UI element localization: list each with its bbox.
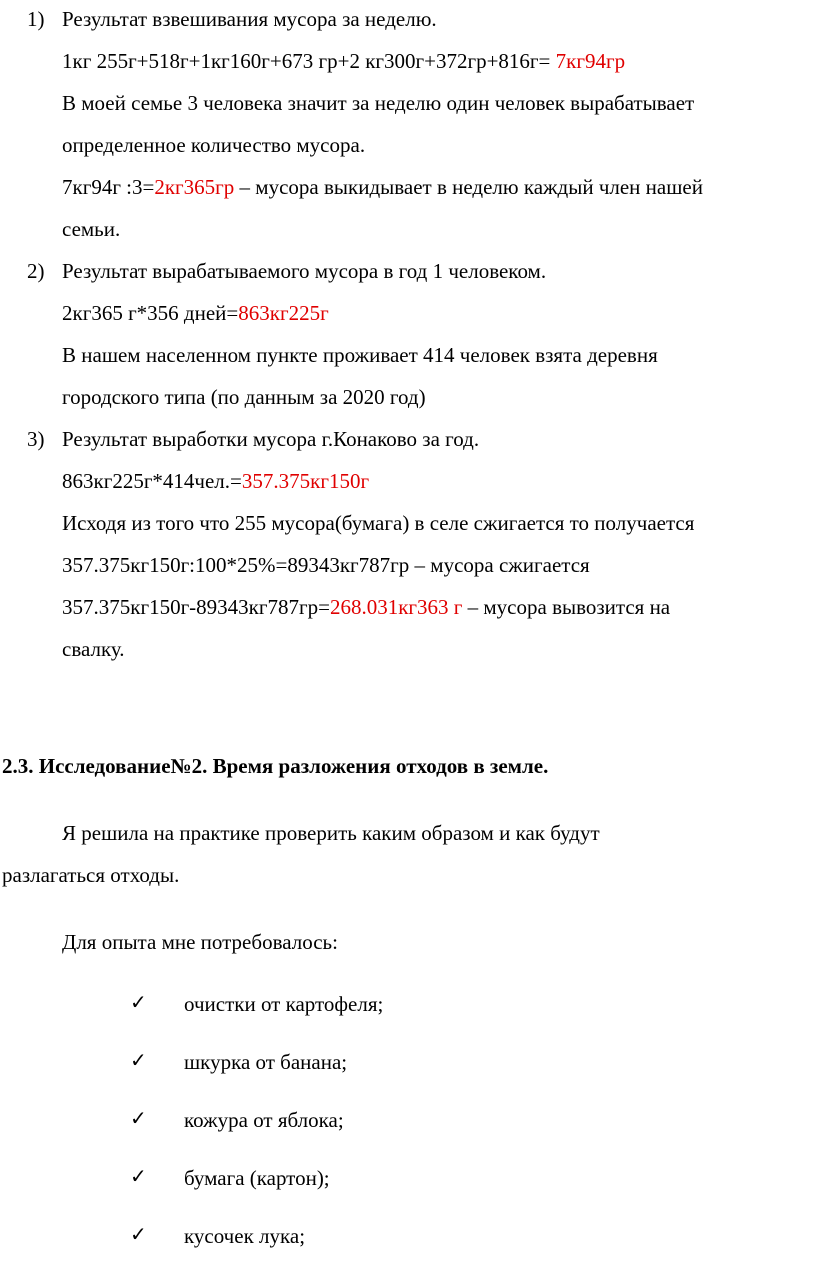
section-para1-line2: разлагаться отходы.	[2, 863, 180, 887]
checklist-item: бумага (картон);	[184, 1166, 330, 1190]
item1-calc1	[62, 48, 625, 74]
checklist-item: очистки от картофеля;	[184, 992, 384, 1016]
checklist-item: кусочек лука;	[184, 1224, 306, 1248]
item2-text2: городского типа (по данным за 2020 год)	[62, 385, 426, 409]
checkmark-icon: ✓	[130, 1164, 147, 1188]
item2-calc-expr: 2кг365 г*356 дней=	[62, 301, 239, 325]
item1-calc2	[62, 174, 703, 200]
checkmark-icon: ✓	[130, 990, 147, 1014]
item3-title: Результат выработки мусора г.Конаково за год.	[62, 427, 480, 451]
list-number-2: 2)	[27, 259, 45, 283]
item3-text2: 357.375кг150г:100*25%=89343кг787гр – мусора сжигается	[62, 553, 590, 577]
item3-calc	[62, 468, 369, 494]
item1-calc1-result: 7кг94гр	[555, 49, 626, 73]
section-para1-line1: Я решила на практике проверить каким образом и как будут	[62, 821, 600, 845]
item1-calc2-expr: 7кг94г :3=	[62, 175, 155, 199]
section-para2: Для опыта мне потребовалось:	[62, 930, 338, 954]
list-number-1: 1)	[27, 7, 45, 31]
item1-calc2-result: 2кг365гр	[154, 175, 235, 199]
item2-title: Результат вырабатываемого мусора в год 1 человеком.	[62, 259, 547, 283]
item3-calc3-result: 268.031кг363 г	[329, 595, 463, 619]
item3-calc-expr: 863кг225г*414чел.=	[62, 469, 242, 493]
checklist-item: шкурка от банана;	[184, 1050, 348, 1074]
checkmark-icon: ✓	[130, 1048, 147, 1072]
section-heading: 2.3. Исследование№2. Время разложения отходов в земле.	[2, 754, 549, 778]
item3-calc3	[62, 594, 670, 620]
item1-calc1-expr: 1кг 255г+518г+1кг160г+673 гр+2 кг300г+372гр+816г=	[62, 49, 556, 73]
item1-title: Результат взвешивания мусора за неделю.	[62, 7, 437, 31]
item2-calc-result: 863кг225г	[238, 301, 329, 325]
checklist-item: кожура от яблока;	[184, 1108, 344, 1132]
item1-calc2-cont: семьи.	[62, 217, 121, 241]
item1-text2: определенное количество мусора.	[62, 133, 366, 157]
list-number-3: 3)	[27, 427, 45, 451]
checkmark-icon: ✓	[130, 1222, 147, 1246]
item2-text1: В нашем населенном пункте проживает 414 человек взята деревня	[62, 343, 658, 367]
item1-text1: В моей семье 3 человека значит за неделю один человек вырабатывает	[62, 91, 695, 115]
item3-calc3-cont: свалку.	[62, 637, 125, 661]
item2-calc	[62, 300, 329, 326]
item3-calc-result: 357.375кг150г	[241, 469, 370, 493]
item3-calc3-expr: 357.375кг150г-89343кг787гр=	[62, 595, 330, 619]
item1-calc2-post: – мусора выкидывает в неделю каждый член нашей	[234, 175, 703, 199]
item3-text1: Исходя из того что 255 мусора(бумага) в селе сжигается то получается	[62, 511, 695, 535]
item3-calc3-post: – мусора вывозится на	[462, 595, 671, 619]
checkmark-icon: ✓	[130, 1106, 147, 1130]
